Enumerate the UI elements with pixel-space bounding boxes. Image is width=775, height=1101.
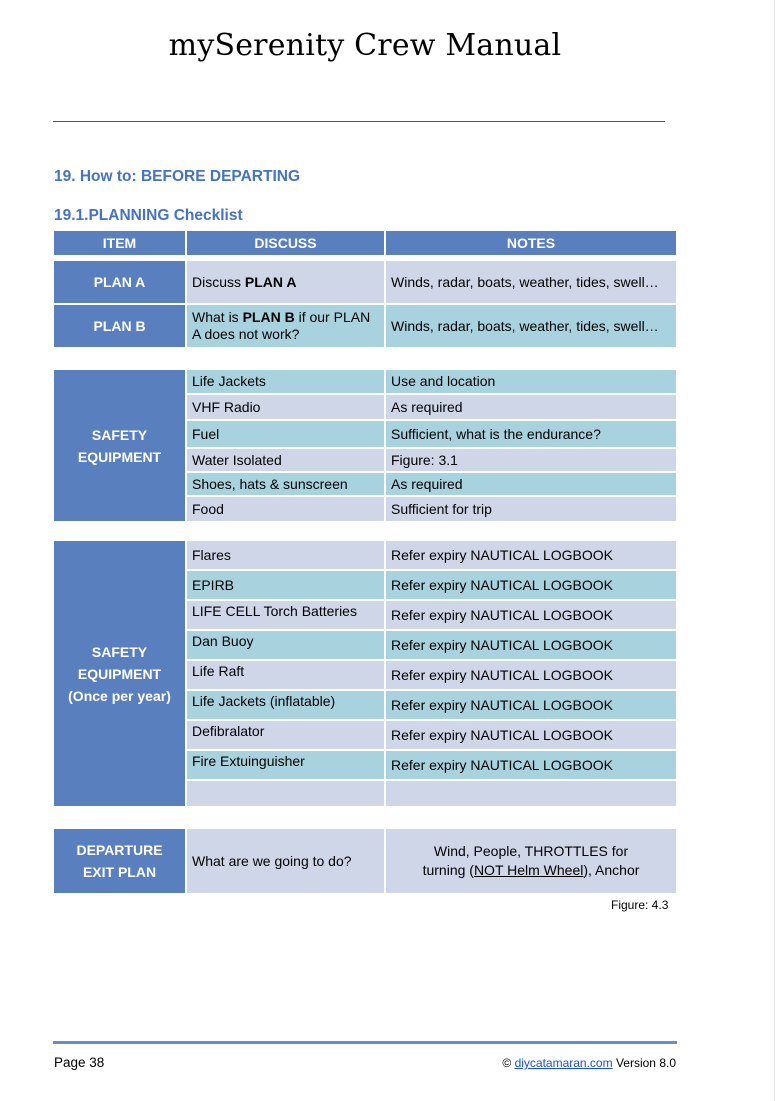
notes-yearly-empty-row [386, 781, 676, 806]
item-safety-equipment: SAFETY EQUIPMENT [54, 370, 185, 521]
notes-safety-row: Sufficient for trip [386, 497, 676, 521]
notes-safety-row: Use and location [386, 370, 676, 393]
notes-safety-row: As required [386, 395, 676, 419]
notes-yearly-row: Refer expiry NAUTICAL LOGBOOK [386, 661, 676, 689]
figure-caption: Figure: 4.3 [611, 898, 669, 912]
notes-yearly-row: Refer expiry NAUTICAL LOGBOOK [386, 721, 676, 749]
notes-yearly-row: Refer expiry NAUTICAL LOGBOOK [386, 571, 676, 599]
notes-yearly-row: Refer expiry NAUTICAL LOGBOOK [386, 691, 676, 719]
notes-safety-row: Sufficient, what is the endurance? [386, 421, 676, 447]
notes-yearly-row: Refer expiry NAUTICAL LOGBOOK [386, 631, 676, 659]
notes-yearly-row: Refer expiry NAUTICAL LOGBOOK [386, 541, 676, 569]
column-header-discuss: DISCUSS [187, 231, 384, 255]
notes-plan-b: Winds, radar, boats, weather, tides, swell… [386, 305, 676, 347]
item-plan-a: PLAN A [54, 261, 185, 303]
discuss-safety-row: Fuel [187, 421, 384, 447]
item-plan-b: PLAN B [54, 305, 185, 347]
item-safety-equipment-yearly: SAFETY EQUIPMENT (Once per year) [54, 541, 185, 806]
document-title: mySerenity Crew Manual [168, 28, 562, 63]
notes-yearly-row: Refer expiry NAUTICAL LOGBOOK [386, 751, 676, 779]
discuss-plan-b: What is PLAN B if our PLAN A does not work? [187, 305, 384, 347]
discuss-yearly-row: Defibralator [187, 721, 384, 749]
notes-plan-a: Winds, radar, boats, weather, tides, swell… [386, 261, 676, 303]
column-header-notes: NOTES [386, 231, 676, 255]
discuss-safety-row: Food [187, 497, 384, 521]
site-link[interactable]: diycatamaran.com [514, 1056, 613, 1070]
section-heading: 19. How to: BEFORE DEPARTING [54, 168, 301, 185]
discuss-yearly-empty-row [187, 781, 384, 806]
discuss-safety-row: Water Isolated [187, 449, 384, 471]
discuss-safety-row: Shoes, hats & sunscreen [187, 473, 384, 495]
notes-yearly-row: Refer expiry NAUTICAL LOGBOOK [386, 601, 676, 629]
discuss-yearly-row: Fire Extuinguisher [187, 751, 384, 779]
discuss-yearly-row: LIFE CELL Torch Batteries [187, 601, 384, 629]
header-divider [53, 121, 665, 122]
notes-safety-row: Figure: 3.1 [386, 449, 676, 471]
copyright-footer: © diycatamaran.com Version 8.0 [502, 1056, 676, 1070]
footer-divider [53, 1041, 677, 1044]
discuss-yearly-row: EPIRB [187, 571, 384, 599]
discuss-yearly-row: Life Jackets (inflatable) [187, 691, 384, 719]
discuss-safety-row: VHF Radio [187, 395, 384, 419]
discuss-yearly-row: Dan Buoy [187, 631, 384, 659]
discuss-departure: What are we going to do? [187, 829, 384, 893]
discuss-safety-row: Life Jackets [187, 370, 384, 393]
notes-safety-row: As required [386, 473, 676, 495]
discuss-yearly-row: Flares [187, 541, 384, 569]
notes-departure: Wind, People, THROTTLES for turning (NOT Helm Wheel), Anchor [386, 829, 676, 893]
subsection-heading: 19.1.PLANNING Checklist [54, 207, 243, 224]
column-header-item: ITEM [54, 231, 185, 255]
discuss-plan-a: Discuss PLAN A [187, 261, 384, 303]
page-number: Page 38 [54, 1055, 105, 1070]
discuss-yearly-row: Life Raft [187, 661, 384, 689]
item-departure-exit-plan: DEPARTURE EXIT PLAN [54, 829, 185, 893]
